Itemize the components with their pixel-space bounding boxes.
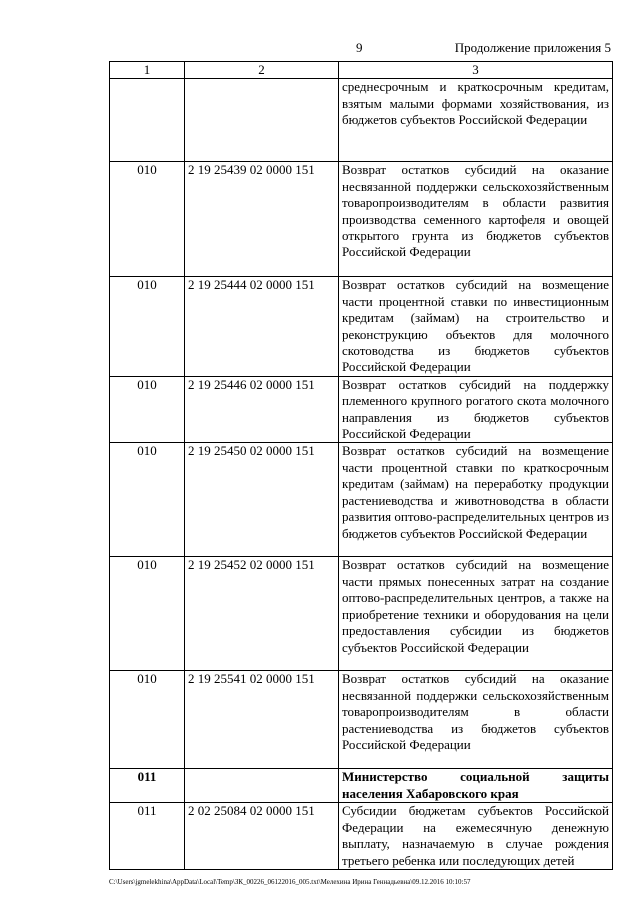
- description-cell: Возврат остатков субсидий на поддержку племенного крупного рогатого скота молочного направления из бюджетов субъектов Российской Федерации: [339, 376, 613, 443]
- budget-code-cell: 2 19 25541 02 0000 151: [185, 671, 339, 769]
- budget-code-cell: 2 19 25444 02 0000 151: [185, 277, 339, 376]
- admin-code-cell: 010: [110, 443, 185, 557]
- admin-code-cell: 011: [110, 803, 185, 870]
- file-path-footer: C:\Users\jgmelekhina\AppData\Local\Temp\ЗК_00226_06122016_005.txt\Мелехина Ирина Геннадьевна\09.12.2016 10:10:57: [109, 878, 471, 886]
- table-row: [110, 443, 613, 557]
- admin-code-cell: 010: [110, 162, 185, 277]
- description-cell: Возврат остатков субсидий на оказание несвязанной поддержки сельскохозяйственным товаропроизводителям в области развития производства семенного картофеля и овощей открытого грунта из бюджетов субъектов Российской Федерации: [339, 162, 613, 277]
- table-row: [110, 557, 613, 671]
- admin-code-cell: [110, 79, 185, 162]
- table-row: [110, 376, 613, 443]
- description-cell: среднесрочным и краткосрочным кредитам, взятым малыми формами хозяйствования, из бюджетов субъектов Российской Федерации: [339, 79, 613, 162]
- admin-code-cell: 010: [110, 376, 185, 443]
- description-cell: Возврат остатков субсидий на оказание несвязанной поддержки сельскохозяйственным товаропроизводителям в области растениеводства из бюджетов субъектов Российской Федерации: [339, 671, 613, 769]
- budget-codes-table: [109, 61, 613, 870]
- table-row-ministry: [110, 769, 613, 803]
- column-number-1: 1: [110, 62, 185, 79]
- description-cell: Возврат остатков субсидий на возмещение части прямых понесенных затрат на создание оптово-распределительных центров, а также на приобретение техники и оборудования на цели предоставления субсидии из бюджетов субъектов Российской Федерации: [339, 557, 613, 671]
- table-row: [110, 162, 613, 277]
- description-cell: Субсидии бюджетам субъектов Российской Федерации на ежемесячную денежную выплату, назначаемую в случае рождения третьего ребенка или последующих детей: [339, 803, 613, 870]
- table-row: [110, 79, 613, 162]
- table-row: [110, 277, 613, 376]
- description-cell: Возврат остатков субсидий на возмещение части процентной ставки по инвестиционным кредитам (займам) на строительство и реконструкцию объектов для молочного скотоводства из бюджетов субъектов Российской Федерации: [339, 277, 613, 376]
- budget-code-cell: [185, 769, 339, 803]
- budget-code-cell: 2 19 25439 02 0000 151: [185, 162, 339, 277]
- column-number-row: [110, 62, 613, 79]
- admin-code-cell: 010: [110, 557, 185, 671]
- page-number: 9: [356, 40, 363, 55]
- description-cell: Возврат остатков субсидий на возмещение части процентной ставки по краткосрочным кредитам (займам) на переработку продукции растениеводства и животноводства в области развития оптово-распределительных центров из бюджетов субъектов Российской Федерации: [339, 443, 613, 557]
- table-row: [110, 671, 613, 769]
- admin-code-cell: 010: [110, 277, 185, 376]
- column-number-2: 2: [185, 62, 339, 79]
- table-row: [110, 803, 613, 870]
- admin-code-cell: 011: [110, 769, 185, 803]
- budget-code-cell: 2 19 25450 02 0000 151: [185, 443, 339, 557]
- column-number-3: 3: [339, 62, 613, 79]
- budget-code-cell: 2 19 25452 02 0000 151: [185, 557, 339, 671]
- budget-code-cell: [185, 79, 339, 162]
- continuation-note: Продолжение приложения 5: [454, 40, 611, 55]
- budget-code-cell: 2 19 25446 02 0000 151: [185, 376, 339, 443]
- admin-code-cell: 010: [110, 671, 185, 769]
- budget-code-cell: 2 02 25084 02 0000 151: [185, 803, 339, 870]
- ministry-name-cell: Министерство социальной защиты населения Хабаровского края: [339, 769, 613, 803]
